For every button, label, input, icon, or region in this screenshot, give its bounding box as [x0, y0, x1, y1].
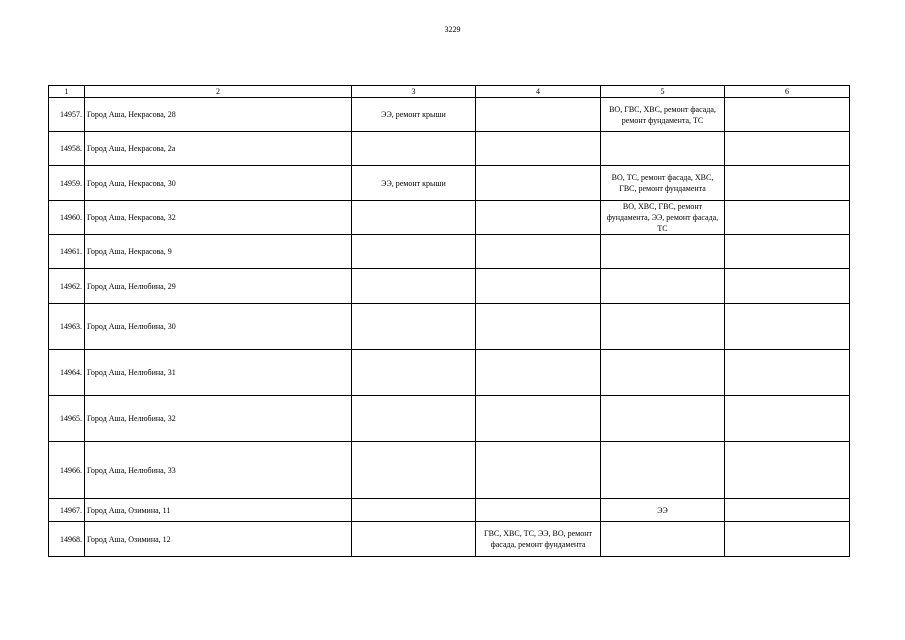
row-number: 14962.: [49, 269, 85, 304]
column-4-cell: [476, 132, 601, 166]
address-cell: Город Аша, Озимина, 12: [85, 522, 352, 557]
row-number: 14966.: [49, 442, 85, 499]
column-3-cell: [352, 442, 476, 499]
row-number: 14961.: [49, 235, 85, 269]
column-6-cell: [725, 269, 850, 304]
column-6-cell: [725, 166, 850, 201]
column-4-cell: [476, 235, 601, 269]
column-3-cell: [352, 350, 476, 396]
table-row: [49, 132, 850, 166]
column-4-cell: [476, 269, 601, 304]
row-number: 14965.: [49, 396, 85, 442]
table-row: [49, 235, 850, 269]
table-row: [49, 396, 850, 442]
column-5-cell: [601, 350, 725, 396]
table-row: [49, 201, 850, 235]
address-cell: Город Аша, Нелюбина, 33: [85, 442, 352, 499]
address-cell: Город Аша, Нелюбина, 32: [85, 396, 352, 442]
row-number: 14960.: [49, 201, 85, 235]
column-6-cell: [725, 499, 850, 522]
column-6-cell: [725, 350, 850, 396]
column-header: 4: [476, 86, 601, 98]
column-3-cell: [352, 304, 476, 350]
column-5-cell: [601, 442, 725, 499]
table-row: [49, 98, 850, 132]
column-3-cell: [352, 522, 476, 557]
column-6-cell: [725, 98, 850, 132]
row-number: 14968.: [49, 522, 85, 557]
column-header: 3: [352, 86, 476, 98]
column-6-cell: [725, 442, 850, 499]
address-cell: Город Аша, Нелюбина, 30: [85, 304, 352, 350]
column-3-cell: ЭЭ, ремонт крыши: [352, 98, 476, 132]
column-3-cell: [352, 235, 476, 269]
address-cell: Город Аша, Некрасова, 9: [85, 235, 352, 269]
header-row: [49, 86, 850, 98]
column-6-cell: [725, 235, 850, 269]
column-5-cell: ВО, ХВС, ГВС, ремонт фундамента, ЭЭ, ремонт фасада, ТС: [601, 201, 725, 235]
address-cell: Город Аша, Некрасова, 32: [85, 201, 352, 235]
column-6-cell: [725, 522, 850, 557]
column-4-cell: [476, 350, 601, 396]
column-5-cell: [601, 396, 725, 442]
column-header: 1: [49, 86, 85, 98]
column-5-cell: [601, 235, 725, 269]
row-number: 14963.: [49, 304, 85, 350]
address-cell: Город Аша, Нелюбина, 29: [85, 269, 352, 304]
table-row: [49, 166, 850, 201]
column-6-cell: [725, 304, 850, 350]
page-number: 3229: [444, 25, 461, 34]
column-3-cell: [352, 201, 476, 235]
row-number: 14957.: [49, 98, 85, 132]
column-3-cell: ЭЭ, ремонт крыши: [352, 166, 476, 201]
column-header: 6: [725, 86, 850, 98]
column-5-cell: [601, 304, 725, 350]
row-number: 14959.: [49, 166, 85, 201]
address-cell: Город Аша, Некрасова, 30: [85, 166, 352, 201]
column-5-cell: ВО, ГВС, ХВС, ремонт фасада, ремонт фундамента, ТС: [601, 98, 725, 132]
column-3-cell: [352, 396, 476, 442]
column-4-cell: [476, 166, 601, 201]
column-6-cell: [725, 396, 850, 442]
column-3-cell: [352, 499, 476, 522]
table-row: [49, 269, 850, 304]
address-cell: Город Аша, Нелюбина, 31: [85, 350, 352, 396]
address-cell: Город Аша, Озимина, 11: [85, 499, 352, 522]
column-4-cell: [476, 499, 601, 522]
column-5-cell: ЭЭ: [601, 499, 725, 522]
table-row: [49, 304, 850, 350]
column-6-cell: [725, 201, 850, 235]
column-5-cell: [601, 522, 725, 557]
column-header: 2: [85, 86, 352, 98]
table-row: [49, 442, 850, 499]
column-4-cell: [476, 396, 601, 442]
address-cell: Город Аша, Некрасова, 2а: [85, 132, 352, 166]
column-4-cell: ГВС, ХВС, ТС, ЭЭ, ВО, ремонт фасада, ремонт фундамента: [476, 522, 601, 557]
table-row: [49, 350, 850, 396]
data-table: [48, 85, 850, 557]
row-number: 14958.: [49, 132, 85, 166]
column-3-cell: [352, 269, 476, 304]
table-row: [49, 522, 850, 557]
column-3-cell: [352, 132, 476, 166]
column-header: 5: [601, 86, 725, 98]
address-cell: Город Аша, Некрасова, 28: [85, 98, 352, 132]
row-number: 14967.: [49, 499, 85, 522]
column-4-cell: [476, 442, 601, 499]
column-5-cell: ВО, ТС, ремонт фасада, ХВС, ГВС, ремонт фундамента: [601, 166, 725, 201]
column-4-cell: [476, 201, 601, 235]
column-4-cell: [476, 304, 601, 350]
column-5-cell: [601, 269, 725, 304]
row-number: 14964.: [49, 350, 85, 396]
column-5-cell: [601, 132, 725, 166]
column-4-cell: [476, 98, 601, 132]
column-6-cell: [725, 132, 850, 166]
table-row: [49, 499, 850, 522]
